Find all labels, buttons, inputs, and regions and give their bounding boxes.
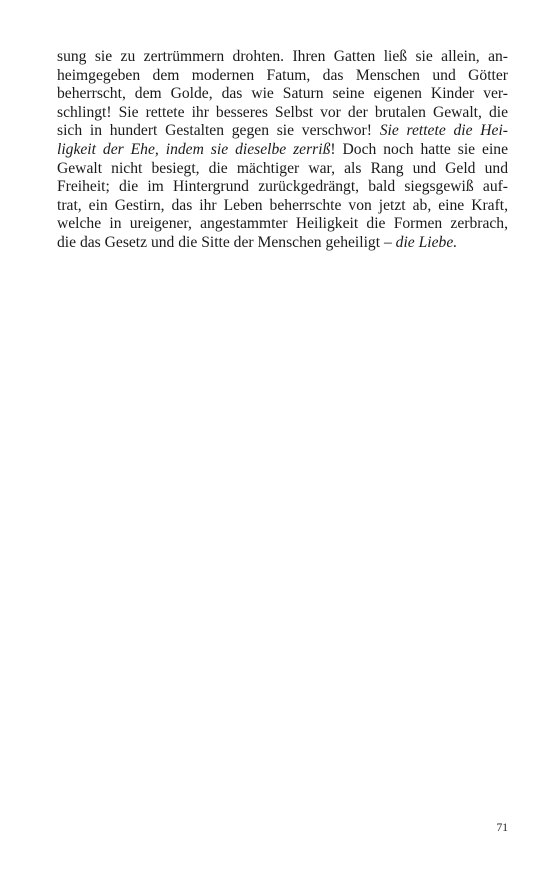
text-line — [57, 48, 508, 67]
text-segment: schlingt! Sie rettete ihr besseres Selbst vor der brutalen Gewalt, die — [57, 103, 508, 121]
text-segment: sung sie zu zertrümmern drohten. Ihren Gatten ließ sie allein, an- — [57, 48, 508, 65]
text-segment: heimgegeben dem modernen Fatum, das Menschen und Götter — [57, 66, 508, 84]
text-line — [57, 178, 508, 197]
text-line — [57, 85, 508, 104]
text-segment: trat, ein Gestirn, das ihr Leben beherrschte von jetzt ab, eine Kraft, — [57, 196, 508, 214]
text-line — [57, 67, 508, 86]
text-line — [57, 160, 508, 179]
page-number: 71 — [496, 822, 508, 834]
text-line — [57, 234, 508, 253]
text-segment: welche in ureigener, angestammter Heiligkeit die Formen zerbrach, — [57, 215, 508, 233]
text-segment: ! Doch noch hatte sie eine — [330, 140, 508, 158]
text-line — [57, 104, 508, 123]
text-line — [57, 215, 508, 234]
text-segment: beherrscht, dem Golde, das wie Saturn seine eigenen Kinder ver- — [57, 85, 508, 103]
text-segment: sich in hundert Gestalten gegen sie verschwor! — [57, 122, 380, 140]
text-line — [57, 122, 508, 141]
text-segment: Gewalt nicht besiegt, die mächtiger war, als Rang und Geld und — [57, 159, 508, 177]
text-segment: die das Gesetz und die Sitte der Menschen geheiligt – — [57, 233, 396, 251]
body-text — [57, 48, 508, 253]
italic-text: die Liebe. — [395, 233, 458, 251]
italic-text: ligkeit der Ehe, indem sie dieselbe zerriß — [57, 140, 331, 158]
text-segment: Freiheit; die im Hintergrund zurückgedrängt, bald siegsgewiß auf- — [57, 178, 508, 196]
text-line — [57, 141, 508, 160]
text-line — [57, 197, 508, 216]
italic-text: Sie rettete die Hei- — [379, 122, 508, 140]
